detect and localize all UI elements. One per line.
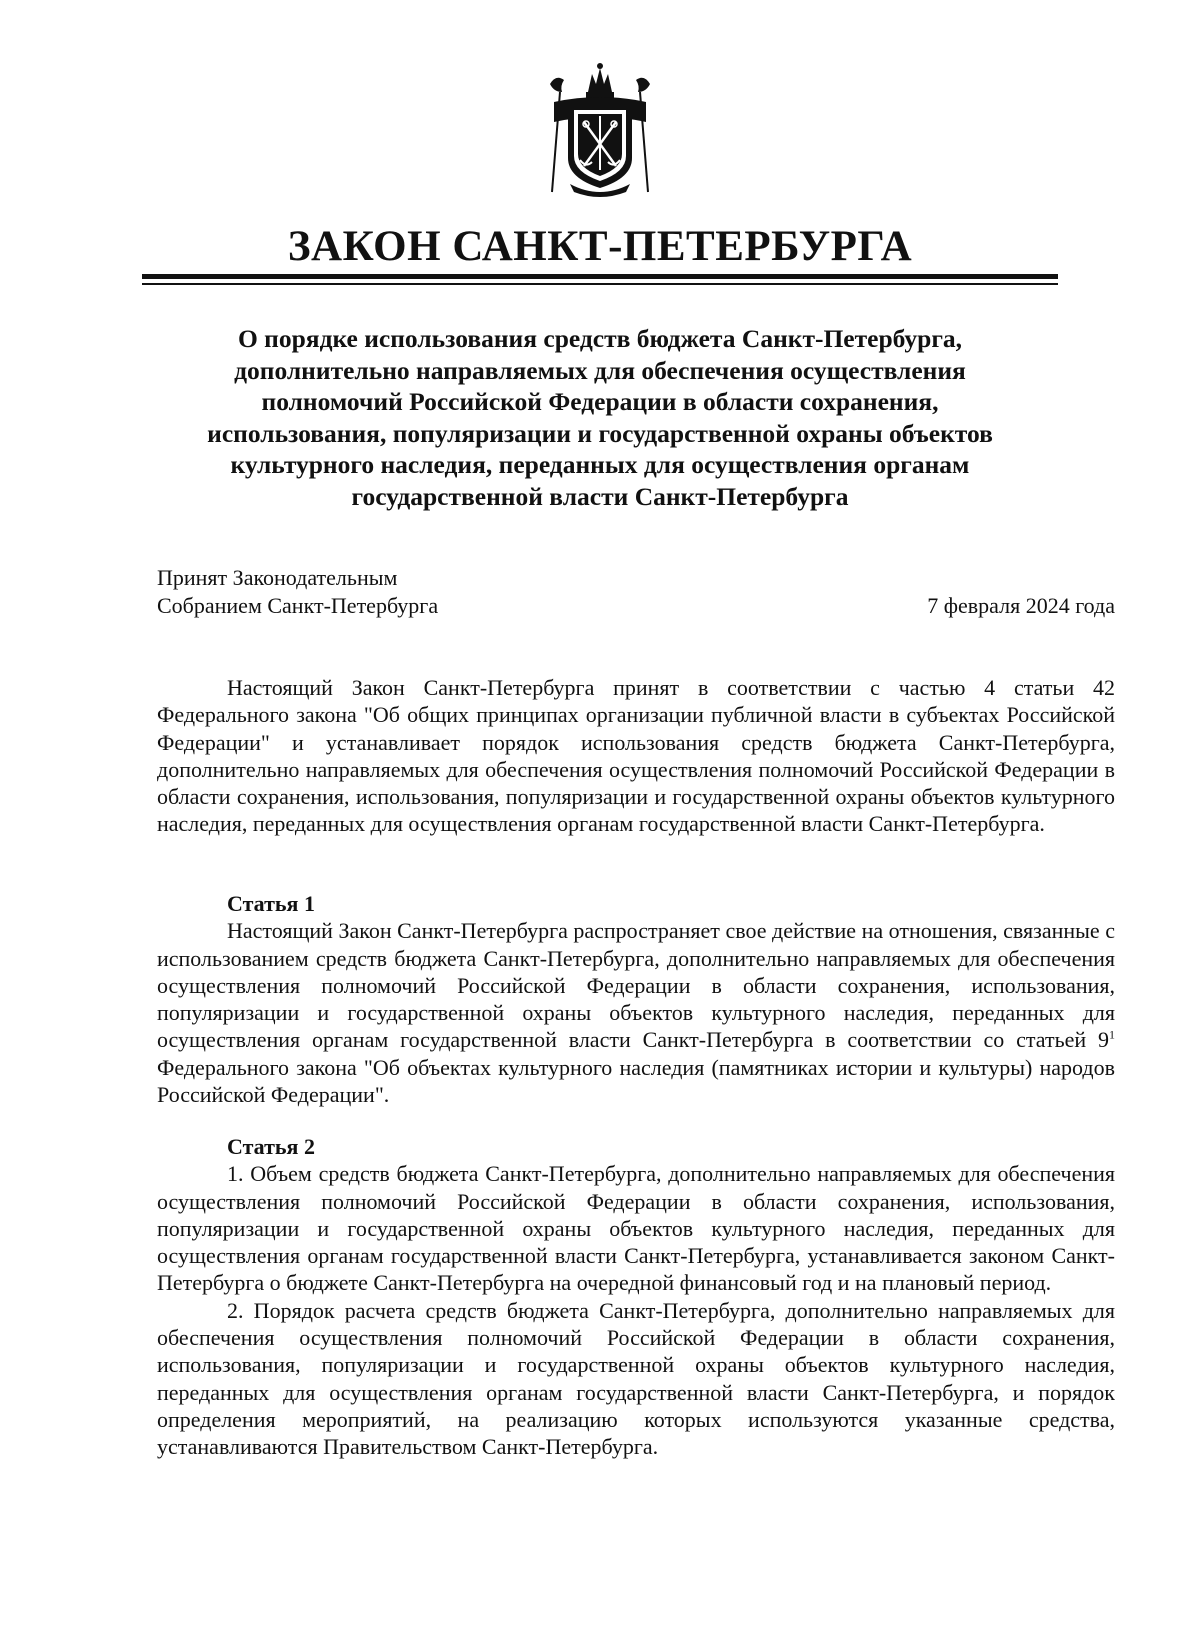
law-subject bbox=[150, 323, 1050, 512]
subject-line: дополнительно направляемых для обеспечения осуществления bbox=[234, 355, 966, 385]
article-heading: Статья 1 bbox=[227, 891, 315, 916]
article-heading: Статья 2 bbox=[227, 1134, 315, 1159]
superscript-number: 1 bbox=[1109, 1028, 1115, 1043]
article-2 bbox=[157, 1133, 1115, 1461]
coat-of-arms-emblem bbox=[530, 62, 670, 200]
preamble-block bbox=[157, 674, 1115, 838]
adoption-note bbox=[157, 564, 438, 620]
article-1-text-end: Федерального закона "Об объектах культурного наследия (памятниках истории и культуры) народов Российской Федерации". bbox=[157, 1054, 1115, 1108]
article-2-item: 1. Объем средств бюджета Санкт-Петербурга, дополнительно направляемых для обеспечения осуществления полномочий Российской Федерации в области сохранения, использования, популяризации и государственной охраны объектов культурного наследия, переданных для осуществления органам государственной власти Санкт-Петербурга, устанавливается законом Санкт-Петербурга о бюджете Санкт-Петербурга на очередной финансовый год и на плановый период. bbox=[157, 1161, 1115, 1296]
preamble-paragraph: Настоящий Закон Санкт-Петербурга принят в соответствии с частью 4 статьи 42 Федерального закона "Об общих принципах организации публичной власти в субъектах Российской Федерации" и устанавливает порядок использования средств бюджета Санкт-Петербурга, дополнительно направляемых для обеспечения осуществления полномочий Российской Федерации в области сохранения, использования, популяризации и государственной охраны объектов культурного наследия, переданных для осуществления органам государственной власти Санкт-Петербурга. bbox=[157, 675, 1115, 837]
law-title: ЗАКОН САНКТ-ПЕТЕРБУРГА bbox=[287, 223, 913, 270]
article-1-paragraph bbox=[157, 917, 1115, 1108]
subject-line: О порядке использования средств бюджета Санкт-Петербурга, bbox=[237, 324, 963, 353]
subject-line: государственной власти Санкт-Петербурга bbox=[351, 481, 849, 511]
subject-line: культурного наследия, переданных для осуществления органам bbox=[230, 450, 970, 479]
subject-line: использования, популяризации и государственной охраны объектов bbox=[207, 418, 993, 448]
subject-line: полномочий Российской Федерации в области сохранения, bbox=[261, 387, 939, 416]
article-2-item: 2. Порядок расчета средств бюджета Санкт-Петербурга, дополнительно направляемых для обеспечения осуществления полномочий Российской Федерации в области сохранения, использования, популяризации и государственной охраны объектов культурного наследия, переданных для осуществления органам государственной власти Санкт-Петербурга, и порядок определения мероприятий, на реализацию которых используются указанные средства, устанавливаются Правительством Санкт-Петербурга. bbox=[157, 1297, 1115, 1460]
adoption-date: 7 февраля 2024 года bbox=[927, 593, 1115, 618]
title-rule-thick bbox=[142, 274, 1058, 279]
article-1 bbox=[157, 890, 1115, 1108]
article-1-text-start: Настоящий Закон Санкт-Петербурга распространяет свое действие на отношения, связанные с использованием средств бюджета Санкт-Петербурга, дополнительно направляемых для обеспечения осуществления полномочий Российской Федерации в области сохранения, использования, популяризации и государственной охраны объектов культурного наследия, переданных для осуществления органам государственной власти Санкт-Петербурга в соответствии со статьей 9 bbox=[157, 918, 1115, 1053]
title-rule-thin bbox=[142, 283, 1058, 285]
adoption-line: Принят Законодательным bbox=[157, 565, 398, 590]
adoption-line: Собранием Санкт-Петербурга bbox=[157, 593, 439, 618]
